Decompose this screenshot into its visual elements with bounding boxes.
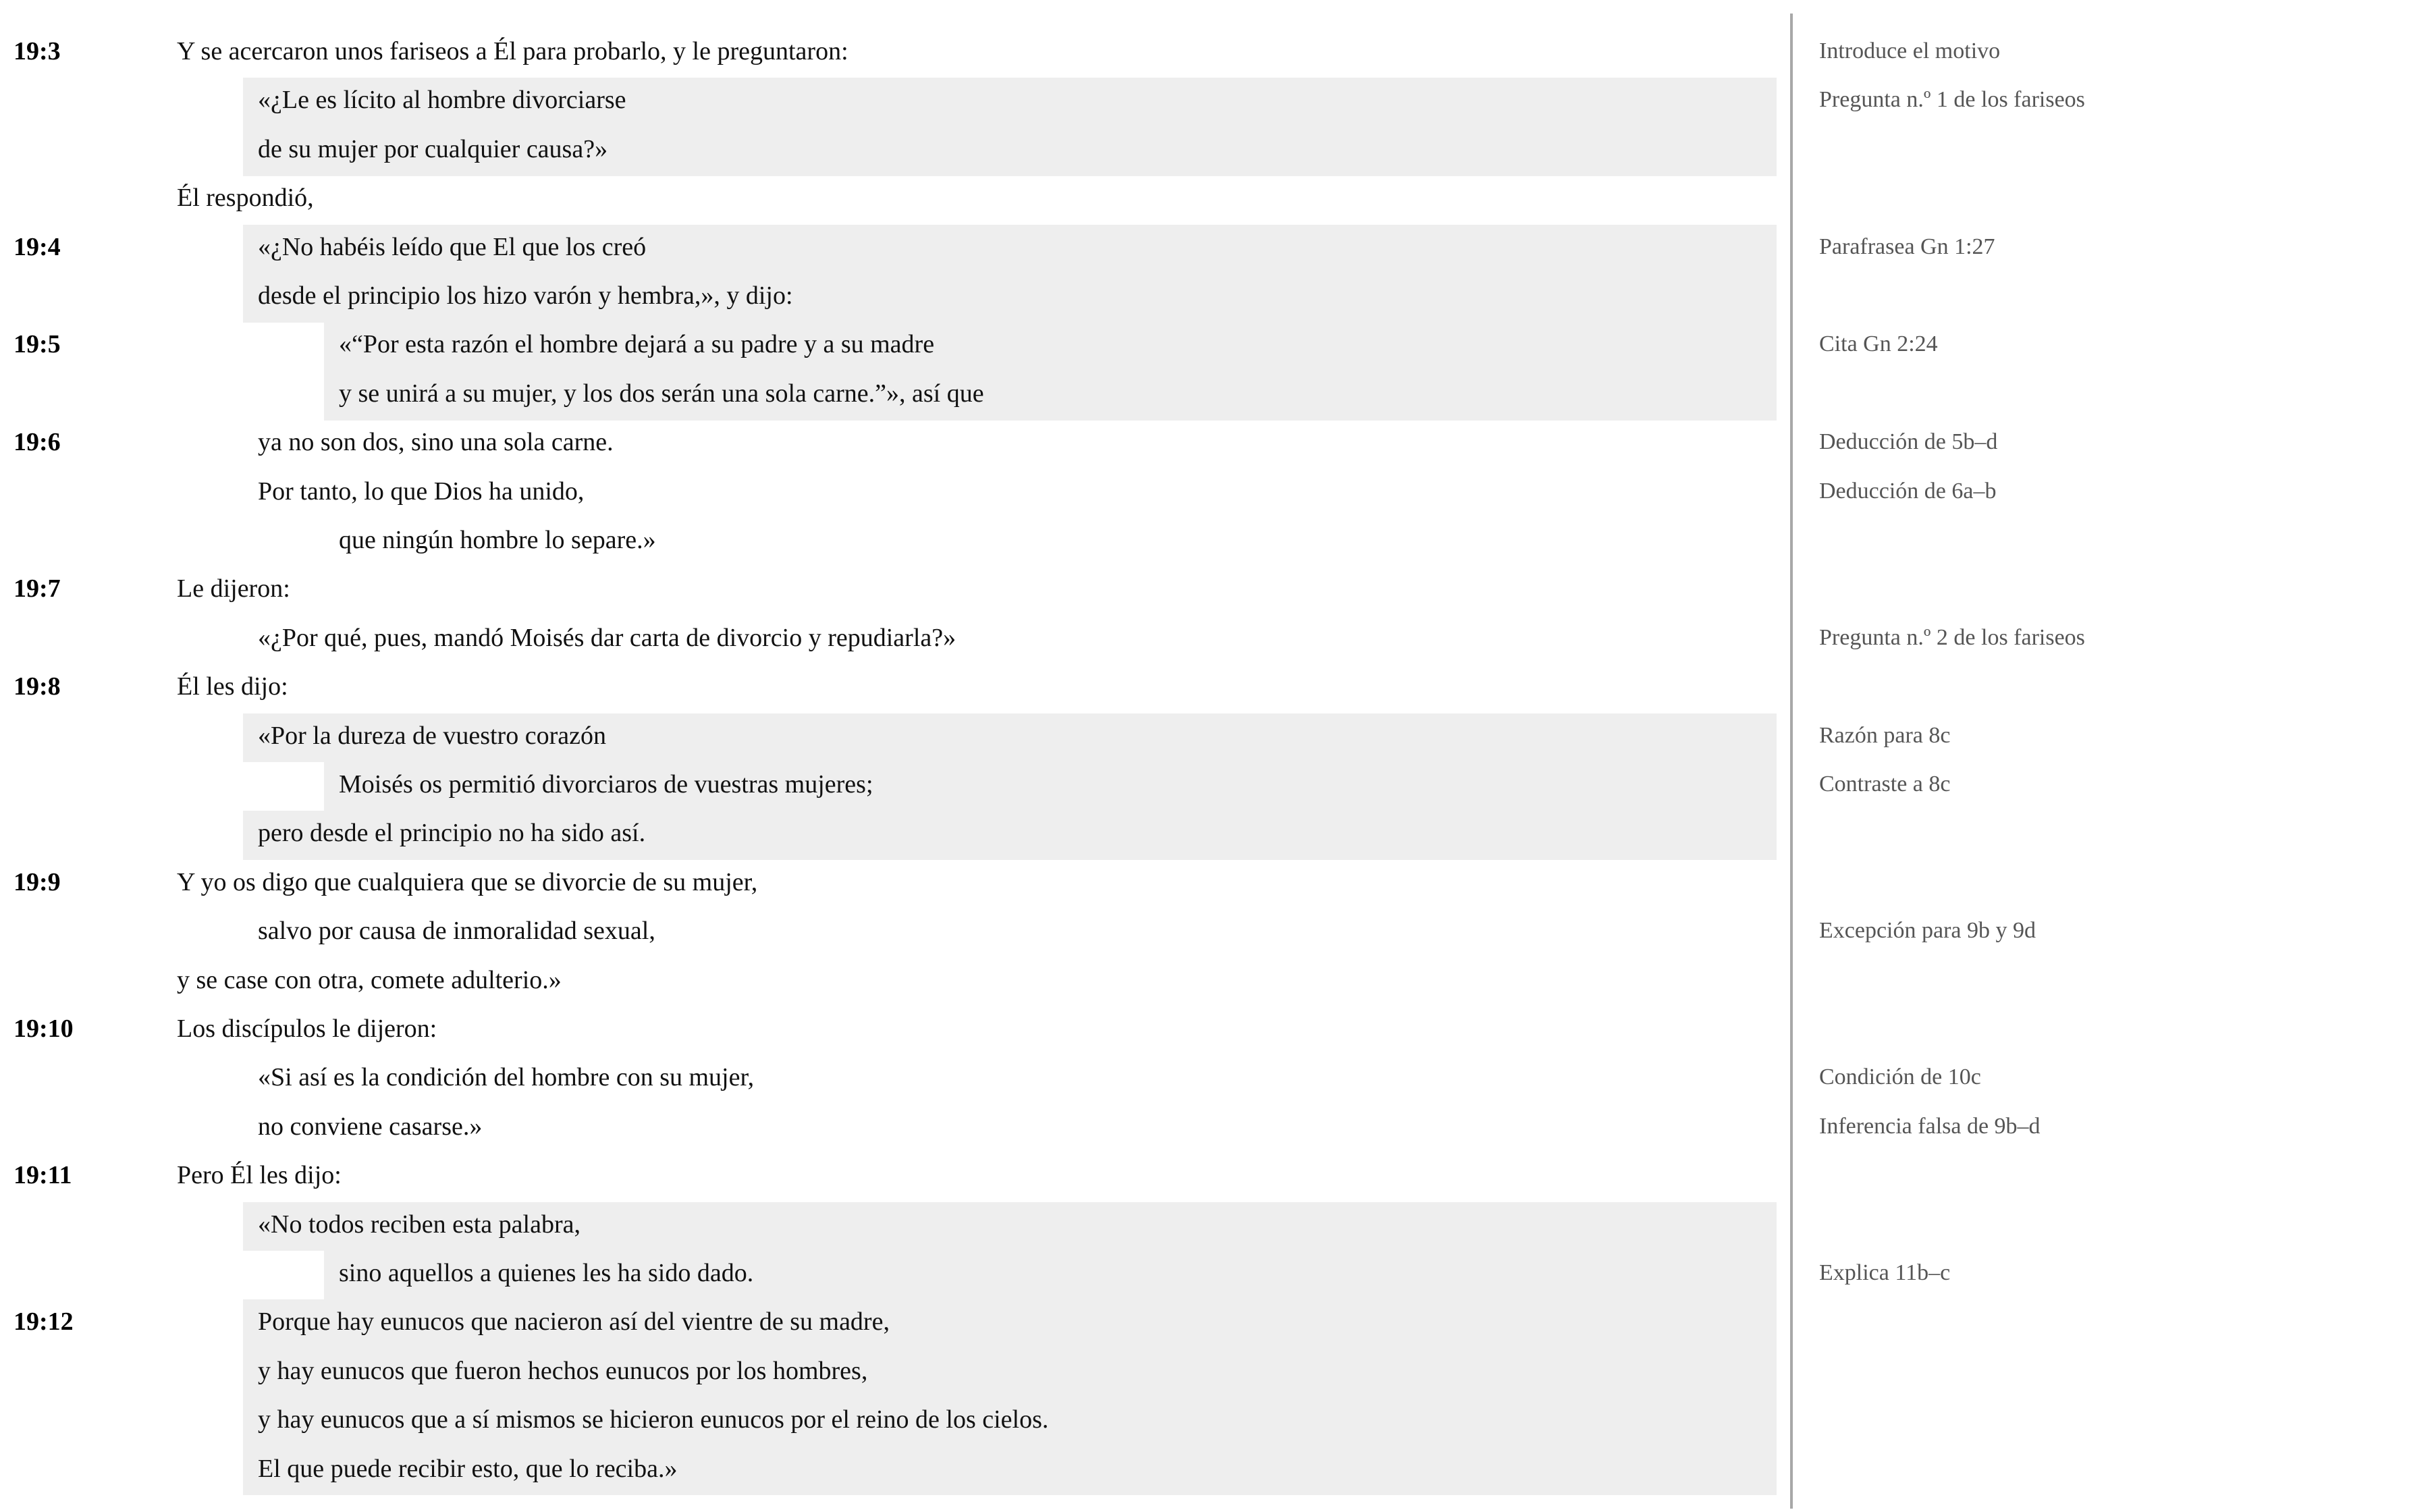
outline-line	[0, 27, 2430, 76]
outline-line	[0, 1395, 2430, 1444]
outline-line	[0, 1151, 2430, 1199]
outline-line	[0, 223, 2430, 271]
verse-reference: 19:12	[14, 1307, 74, 1336]
verse-text: de su mujer por cualquier causa?»	[258, 134, 608, 163]
margin-note: Parafrasea Gn 1:27	[1819, 234, 1995, 259]
outline-line	[0, 1297, 2430, 1346]
outline-line	[0, 564, 2430, 613]
margin-note: Pregunta n.º 1 de los fariseos	[1819, 87, 2085, 113]
verse-text: Los discípulos le dijeron:	[177, 1015, 437, 1043]
outline-line	[0, 614, 2430, 662]
verse-text: y se case con otra, comete adulterio.»	[177, 965, 562, 994]
outline-line	[0, 1102, 2430, 1151]
outline-line	[0, 956, 2430, 1004]
verse-text: «¿Le es lícito al hombre divorciarse	[258, 86, 626, 115]
verse-text: «Si así es la condición del hombre con su mujer,	[258, 1063, 755, 1092]
outline-line	[0, 1200, 2430, 1249]
outline-line	[0, 1444, 2430, 1493]
verse-text: Por tanto, lo que Dios ha unido,	[258, 477, 585, 506]
outline-line	[0, 173, 2430, 222]
margin-note: Razón para 8c	[1819, 722, 1951, 748]
verse-text: Él les dijo:	[177, 672, 288, 701]
outline-line	[0, 760, 2430, 809]
outline-line	[0, 1053, 2430, 1102]
verse-reference: 19:5	[14, 330, 61, 359]
margin-note: Deducción de 5b–d	[1819, 429, 1998, 455]
verse-text: «¿Por qué, pues, mandó Moisés dar carta de divorcio y repudiarla?»	[258, 623, 956, 652]
verse-text: salvo por causa de inmoralidad sexual,	[258, 917, 655, 946]
outline-line	[0, 516, 2430, 564]
verse-text: y hay eunucos que a sí mismos se hicieron eunucos por el reino de los cielos.	[258, 1405, 1049, 1434]
outline-line	[0, 125, 2430, 173]
verse-text: Él respondió,	[177, 184, 314, 213]
margin-note: Deducción de 6a–b	[1819, 478, 1997, 504]
verse-text: y hay eunucos que fueron hechos eunucos por los hombres,	[258, 1356, 868, 1385]
outline-line	[0, 418, 2430, 466]
verse-text: desde el principio los hizo varón y hembra,», y dijo:	[258, 281, 793, 310]
margin-note: Cita Gn 2:24	[1819, 331, 1938, 357]
outline-line	[0, 467, 2430, 516]
verse-text: no conviene casarse.»	[258, 1112, 483, 1141]
outline-line	[0, 369, 2430, 418]
verse-text: ya no son dos, sino una sola carne.	[258, 428, 614, 457]
verse-reference: 19:9	[14, 867, 61, 896]
margin-note: Condición de 10c	[1819, 1064, 1981, 1090]
verse-text: «Por la dureza de vuestro corazón	[258, 721, 606, 750]
outline-line	[0, 662, 2430, 711]
outline-line	[0, 76, 2430, 124]
verse-text: Pero Él les dijo:	[177, 1161, 342, 1190]
margin-note: Inferencia falsa de 9b–d	[1819, 1113, 2041, 1139]
outline-line	[0, 858, 2430, 907]
verse-text: «No todos reciben esta palabra,	[258, 1210, 580, 1239]
outline-line	[0, 271, 2430, 320]
verse-text: «“Por esta razón el hombre dejará a su padre y a su madre	[339, 330, 935, 359]
verse-text: Le dijeron:	[177, 574, 290, 603]
margin-note: Contraste a 8c	[1819, 772, 1951, 796]
verse-text: Porque hay eunucos que nacieron así del vientre de su madre,	[258, 1307, 890, 1336]
verse-text: y se unirá a su mujer, y los dos serán una sola carne.”», así que	[339, 379, 984, 408]
margin-note: Introduce el motivo	[1819, 38, 2001, 63]
outline-line	[0, 711, 2430, 760]
outline-line	[0, 320, 2430, 369]
verse-reference: 19:10	[14, 1015, 74, 1043]
verse-text: pero desde el principio no ha sido así.	[258, 819, 646, 848]
verse-text: que ningún hombre lo separe.»	[339, 526, 656, 554]
verse-text: Moisés os permitió divorciaros de vuestras mujeres;	[339, 770, 873, 799]
verse-reference: 19:6	[14, 428, 61, 457]
outline-line	[0, 907, 2430, 955]
margin-note: Pregunta n.º 2 de los fariseos	[1819, 624, 2085, 650]
outline-line	[0, 1249, 2430, 1297]
verse-text: Y yo os digo que cualquiera que se divorcie de su mujer,	[177, 867, 758, 896]
verse-text: El que puede recibir esto, que lo reciba.»	[258, 1454, 678, 1483]
verse-reference: 19:11	[14, 1161, 72, 1190]
verse-reference: 19:8	[14, 672, 61, 701]
verse-text: Y se acercaron unos fariseos a Él para probarlo, y le preguntaron:	[177, 37, 848, 65]
verse-reference: 19:4	[14, 232, 61, 261]
outline-line	[0, 809, 2430, 857]
verse-reference: 19:3	[14, 37, 61, 65]
verse-reference: 19:7	[14, 574, 61, 603]
verse-text: «¿No habéis leído que El que los creó	[258, 232, 647, 261]
margin-note: Explica 11b–c	[1819, 1260, 1951, 1285]
verse-text: sino aquellos a quienes les ha sido dado.	[339, 1259, 754, 1287]
outline-line	[0, 1347, 2430, 1395]
outline-line	[0, 1004, 2430, 1053]
margin-note: Excepción para 9b y 9d	[1819, 918, 2036, 944]
